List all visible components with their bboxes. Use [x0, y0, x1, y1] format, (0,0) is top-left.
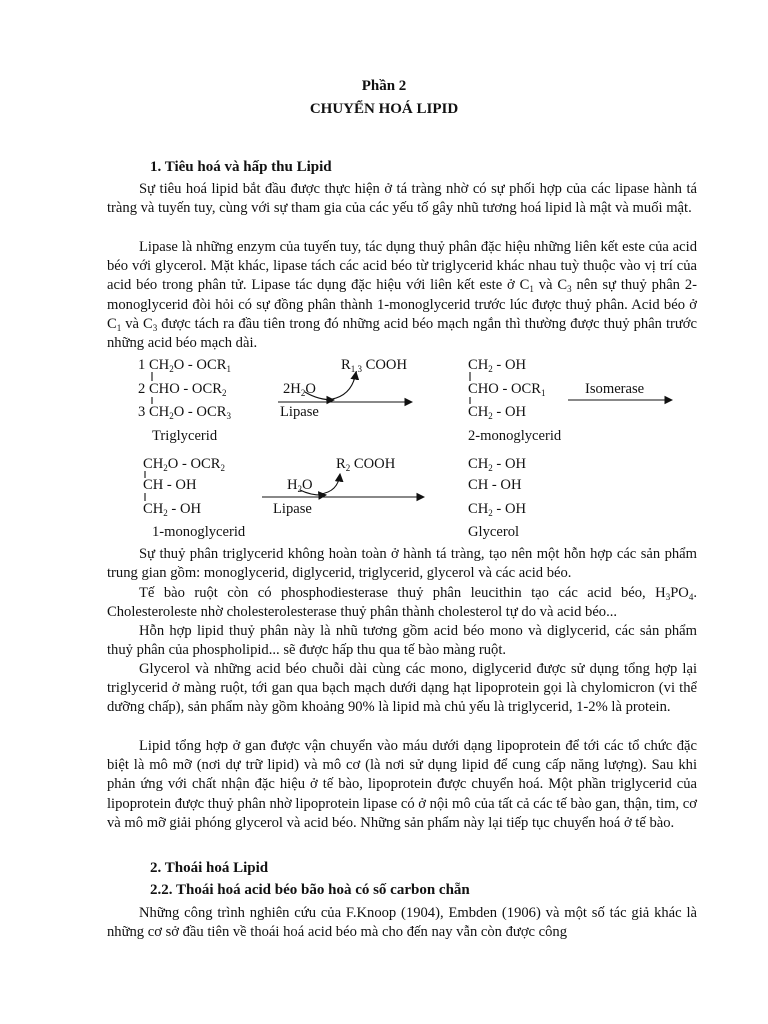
- product-row-1: $CH_2$ - OH: [468, 456, 527, 473]
- section-2-heading: 2. Thoái hoá Lipid: [150, 860, 269, 876]
- reactant-name: 1-monoglycerid: [152, 524, 246, 540]
- isomerase-label: Isomerase: [585, 381, 645, 397]
- product-row-2: CH - OH: [468, 477, 522, 493]
- released-acid-label: $R_2$ COOH: [336, 456, 396, 473]
- water-label: $H_2O$: [287, 477, 313, 494]
- enzyme-label: Lipase: [273, 501, 312, 517]
- reactant-row-2: 2 CHO - $OCR_2$: [138, 381, 227, 398]
- paragraph-incomplete-hydrolysis: Sự thuỷ phân triglycerid không hoàn toàn ở hành tá tràng, tạo nên một hỗn hợp các sản phẩm trung gian gồm: monoglycerid, diglycerid, triglycerid, glycerol và các acid béo.: [107, 546, 697, 582]
- reactant-row-3: 3 $CH_2O - OCR_3$: [138, 404, 231, 421]
- paragraph-emulsion: Hỗn hợp lipid thuỷ phân này là nhũ tương gồm acid béo mono và diglycerid, các sản phẩm thuỷ phân của phospholipid... sẽ được hấp thu qua tế bào màng ruột.: [107, 623, 697, 659]
- product-name: Glycerol: [468, 524, 520, 540]
- curved-arrow-out: [326, 372, 356, 400]
- paragraph-lipoprotein: Lipid tổng hợp ở gan được vận chuyển vào máu dưới dạng lipoprotein để tới các tổ chức đặc biệt là mô mỡ (nơi dự trữ lipid) và mô cơ (là nơi sử dụng lipid để cung cấp năng lượng). Sau khi phản ứng với chất nhận đặc hiệu ở tế bào, lipoprotein được chuyển hoá. Một phần triglycerid của lipoprotein được thuỷ phân nhờ lipoprotein lipase có ở nội mô của tất cả các tế bào gan, thận, tim, cơ và mô mỡ giải phóng glycerol và acid béo. Những sản phẩm này lại tiếp tục chuyển hoá ở tế bào.: [107, 738, 697, 831]
- paragraph-phosphodiesterase: Tế bào ruột còn có phosphodiesterase thuỷ phân leucithin tạo các acid béo, $H_3PO_4$. Cholesteroleste nhờ cholesterolesterase thuỷ phân thành cholesterol tự do và acid béo...: [107, 585, 697, 621]
- enzyme-label: Lipase: [280, 404, 319, 420]
- curved-arrow-out: [320, 474, 340, 494]
- section-2-2-heading: 2.2. Thoái hoá acid béo bão hoà có số carbon chẵn: [150, 882, 470, 898]
- chapter-title: CHUYỂN HOÁ LIPID: [309, 101, 459, 117]
- product-name: 2-monoglycerid: [468, 428, 562, 444]
- product-row-3: $CH_2$ - OH: [468, 501, 527, 518]
- part-label: Phần 2: [361, 78, 407, 94]
- released-acid-label: $R_{1,3}$ COOH: [341, 357, 407, 374]
- product-row-1: $CH_2$ - OH: [468, 357, 527, 374]
- paragraph-knoop: Những công trình nghiên cứu của F.Knoop (1904), Embden (1906) và một số tác giả khác là những cơ sở đầu tiên về thoái hoá acid béo mà cho đến nay vẫn còn được công: [107, 905, 697, 941]
- water-label: $2H_2O$: [283, 381, 316, 398]
- product-row-2: CHO - $OCR_1$: [468, 381, 546, 398]
- paragraph-lipase: Lipase là những enzym của tuyến tuy, tác dụng thuỷ phân đặc hiệu những liên kết este của acid béo với glycerol. Mặt khác, lipase tách các acid béo từ triglycerid khác nhau tuỳ thuộc vào vị trí của acid béo trong phân tử. Lipase tác dụng đặc hiệu với liên kết este ở $C_1$ và $C_3$ nên sự thuỷ phân 2- monoglycerid đòi hỏi có sự đồng phân thành 1-monoglycerid trước lúc được thuỷ phân. Acid béo ở $C_1$ và $C_3$ được tách ra đầu tiên trong đó những acid béo mạch ngắn thì thường được thuỷ phân trước những acid béo mạch dài.: [107, 239, 697, 352]
- paragraph-chylomicron: Glycerol và những acid béo chuỗi dài cùng các mono, diglycerid được sử dụng tổng hợp lại triglycerid ở màng ruột, tới gan qua bạch mạch dưới dạng hạt lipoprotein gọi là chylomicron (vi thể dưỡng chấp), sản phẩm này gồm khoảng 90% là lipid mà chủ yếu là triglycerid, 1-2% là protein.: [107, 661, 697, 716]
- product-row-3: $CH_2$ - OH: [468, 404, 527, 421]
- reactant-row-2: CH - OH: [143, 477, 197, 493]
- reactant-row-1: 1 $CH_2O - OCR_1$: [138, 357, 231, 374]
- curved-arrow-in: [305, 392, 334, 400]
- reactant-row-3: $CH_2$ - OH: [143, 501, 202, 518]
- section-1-heading: 1. Tiêu hoá và hấp thu Lipid: [150, 159, 332, 175]
- reactant-row-1: $CH_2O - OCR_2$: [143, 456, 225, 473]
- paragraph-digestion-intro: Sự tiêu hoá lipid bắt đầu được thực hiện ở tá tràng nhờ có sự phối hợp của các lipase hành tá tràng và tuyến tuy, cùng với sự tham gia của các yếu tố gây nhũ tương hoá lipid là mật và muối mật.: [107, 181, 697, 217]
- reactant-name: Triglycerid: [152, 428, 218, 444]
- curved-arrow-in: [300, 490, 326, 495]
